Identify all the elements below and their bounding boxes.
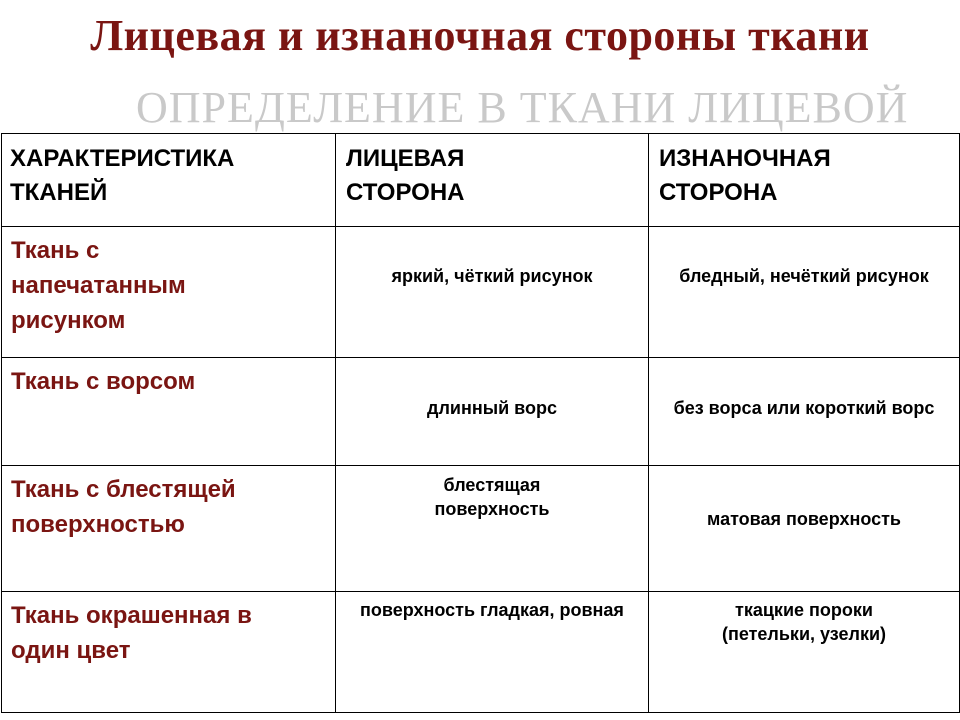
table-header-row: [2, 134, 960, 227]
row-face-side: [336, 466, 649, 592]
table-row: [2, 358, 960, 466]
table-row: [2, 592, 960, 713]
row-characteristic: [2, 227, 336, 358]
row-face-side: [336, 592, 649, 713]
slide-subtitle: ОПРЕДЕЛЕНИЕ В ТКАНИ ЛИЦЕВОЙ: [136, 83, 909, 132]
header-characteristic: [2, 134, 336, 227]
row-characteristic: [2, 466, 336, 592]
row-characteristic-label: Ткань с блестящей поверхностью: [11, 476, 236, 538]
header-face-side: [336, 134, 649, 227]
fabric-sides-table: [1, 133, 960, 713]
row-back-side: [649, 466, 960, 592]
slide-title: Лицевая и изнаночная стороны ткани: [90, 11, 870, 60]
row-face-side-value: блестящая поверхность: [434, 475, 550, 519]
row-face-side: [336, 358, 649, 466]
row-face-side: [336, 227, 649, 358]
row-back-side: [649, 358, 960, 466]
row-back-side-value: без ворса или короткий ворс: [673, 398, 935, 418]
row-back-side: [649, 227, 960, 358]
row-back-side: [649, 592, 960, 713]
row-characteristic: [2, 592, 336, 713]
table-row: [2, 227, 960, 358]
row-characteristic: [2, 358, 336, 466]
header-face-side-label: ЛИЦЕВАЯ СТОРОНА: [346, 145, 465, 206]
table-row: [2, 466, 960, 592]
header-back-side-label: ИЗНАНОЧНАЯ СТОРОНА: [659, 145, 831, 206]
row-face-side-value: поверхность гладкая, ровная: [360, 600, 624, 620]
row-face-side-value: яркий, чёткий рисунок: [391, 266, 593, 286]
row-back-side-value: матовая поверхность: [706, 509, 901, 529]
header-characteristic-label: ХАРАКТЕРИСТИКА ТКАНЕЙ: [10, 145, 235, 206]
row-back-side-value: ткацкие пороки (петельки, узелки): [721, 600, 887, 644]
row-characteristic-label: Ткань с ворсом: [11, 368, 196, 395]
row-back-side-value: бледный, нечёткий рисунок: [679, 266, 929, 286]
row-face-side-value: длинный ворс: [427, 398, 557, 418]
row-characteristic-label: Ткань с напечатанным рисунком: [11, 237, 186, 334]
row-characteristic-label: Ткань окрашенная в один цвет: [11, 602, 252, 664]
header-back-side: [649, 134, 960, 227]
